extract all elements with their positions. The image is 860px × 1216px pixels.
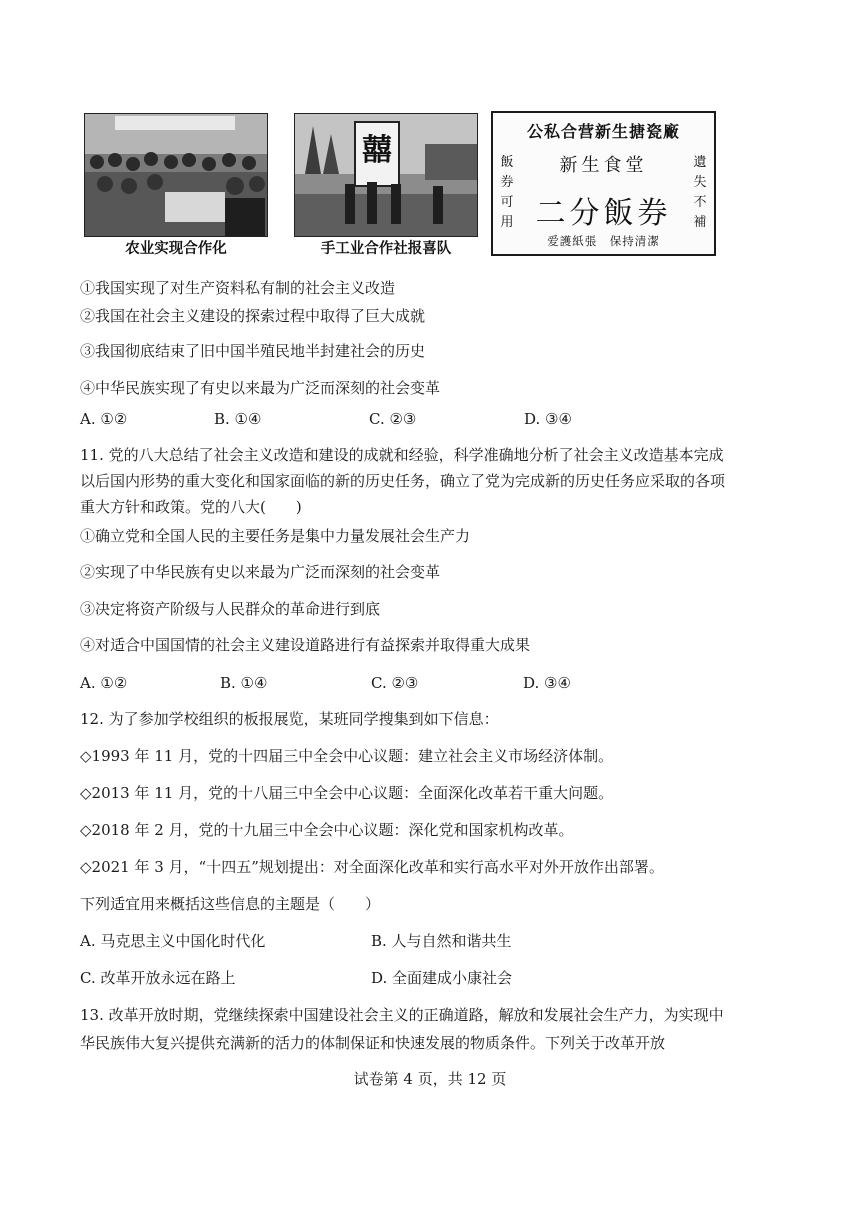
q12-item: ◇2018 年 2 月，党的十九届三中全会中心议题：深化党和国家机构改革。 <box>80 821 574 839</box>
q12-stem: 12. 为了参加学校组织的板报展览，某班同学搜集到如下信息： <box>80 710 499 728</box>
q11-stem: 11. 党的八大总结了社会主义改造和建设的成就和经验，科学准确地分析了社会主义改造基本完成 <box>80 446 724 464</box>
q10-option-c[interactable]: C. ②③ <box>369 410 417 428</box>
ticket-footer: 爱護紙張 保持清潔 <box>547 234 660 248</box>
q12-option-c[interactable]: C. 改革开放永远在路上 <box>80 969 236 987</box>
handicraft-parade-image <box>295 114 478 237</box>
q10-statement: ①我国实现了对生产资料私有制的社会主义改造 <box>80 279 396 297</box>
q11-option-b[interactable]: B. ①④ <box>220 674 268 692</box>
q13-stem: 13. 改革开放时期，党继续探索中国建设社会主义的正确道路，解放和发展社会生产力，为实现中 <box>80 1006 724 1024</box>
q11-option-a[interactable]: A. ①② <box>80 674 128 692</box>
page-number: 试卷第 4 页，共 12 页 <box>353 1070 507 1088</box>
q12-option-a[interactable]: A. 马克思主义中国化时代化 <box>80 932 266 950</box>
q12-item: ◇2021 年 3 月，“十四五”规划提出：对全面深化改革和实行高水平对外开放作出部署。 <box>80 858 664 876</box>
q13-stem: 华民族伟大复兴提供充满新的活力的体制保证和快速发展的物质条件。下列关于改革开放 <box>80 1034 666 1052</box>
q11-statement: ③决定将资产阶级与人民群众的革命进行到底 <box>80 600 381 618</box>
q10-option-b[interactable]: B. ①④ <box>214 410 262 428</box>
q12-item: ◇1993 年 11 月，党的十四届三中全会中心议题：建立社会主义市场经济体制。 <box>80 747 614 765</box>
handicraft-parade-photo <box>294 113 478 237</box>
figure-caption: 农业实现合作化 <box>125 241 227 257</box>
q12-option-b[interactable]: B. 人与自然和谐共生 <box>371 932 512 950</box>
q10-statement: ③我国彻底结束了旧中国半殖民地半封建社会的历史 <box>80 342 426 360</box>
q11-stem: 重大方针和政策。党的八大( ) <box>80 498 302 516</box>
q12-question: 下列适宜用来概括这些信息的主题是（ ） <box>80 895 381 913</box>
q10-option-a[interactable]: A. ①② <box>80 410 128 428</box>
ticket-left-vertical: 飯 券 可 用 <box>500 155 514 230</box>
q12-item: ◇2013 年 11 月，党的十八届三中全会中心议题：全面深化改革若干重大问题。 <box>80 784 614 802</box>
q11-statement: ④对适合中国国情的社会主义建设道路进行有益探索并取得重大成果 <box>80 636 531 654</box>
ticket-title: 二分飯券 <box>535 196 672 231</box>
q12-option-d[interactable]: D. 全面建成小康社会 <box>371 969 513 987</box>
meal-ticket <box>491 111 716 256</box>
q11-option-d[interactable]: D. ③④ <box>523 674 571 692</box>
q11-statement: ①确立党和全国人民的主要任务是集中力量发展社会生产力 <box>80 527 471 545</box>
svg-text:囍: 囍 <box>362 133 392 168</box>
q10-statement: ②我国在社会主义建设的探索过程中取得了巨大成就 <box>80 307 426 325</box>
ticket-header: 公私合营新生搪瓷廠 <box>526 122 680 141</box>
figure-caption: 手工业合作社报喜队 <box>320 241 452 257</box>
q11-statement: ②实现了中华民族有史以来最为广泛而深刻的社会变革 <box>80 563 441 581</box>
q10-statement: ④中华民族实现了有史以来最为广泛而深刻的社会变革 <box>80 379 441 397</box>
q11-stem: 以后国内形势的重大变化和国家面临的新的历史任务，确立了党为完成新的历史任务应采取的各项 <box>80 472 726 490</box>
farm-cooperative-image <box>85 114 268 237</box>
q11-option-c[interactable]: C. ②③ <box>371 674 419 692</box>
ticket-right-vertical: 遺 失 不 補 <box>693 155 707 230</box>
farm-cooperative-photo <box>84 113 268 237</box>
q10-option-d[interactable]: D. ③④ <box>524 410 572 428</box>
ticket-subtitle: 新生食堂 <box>559 155 648 176</box>
